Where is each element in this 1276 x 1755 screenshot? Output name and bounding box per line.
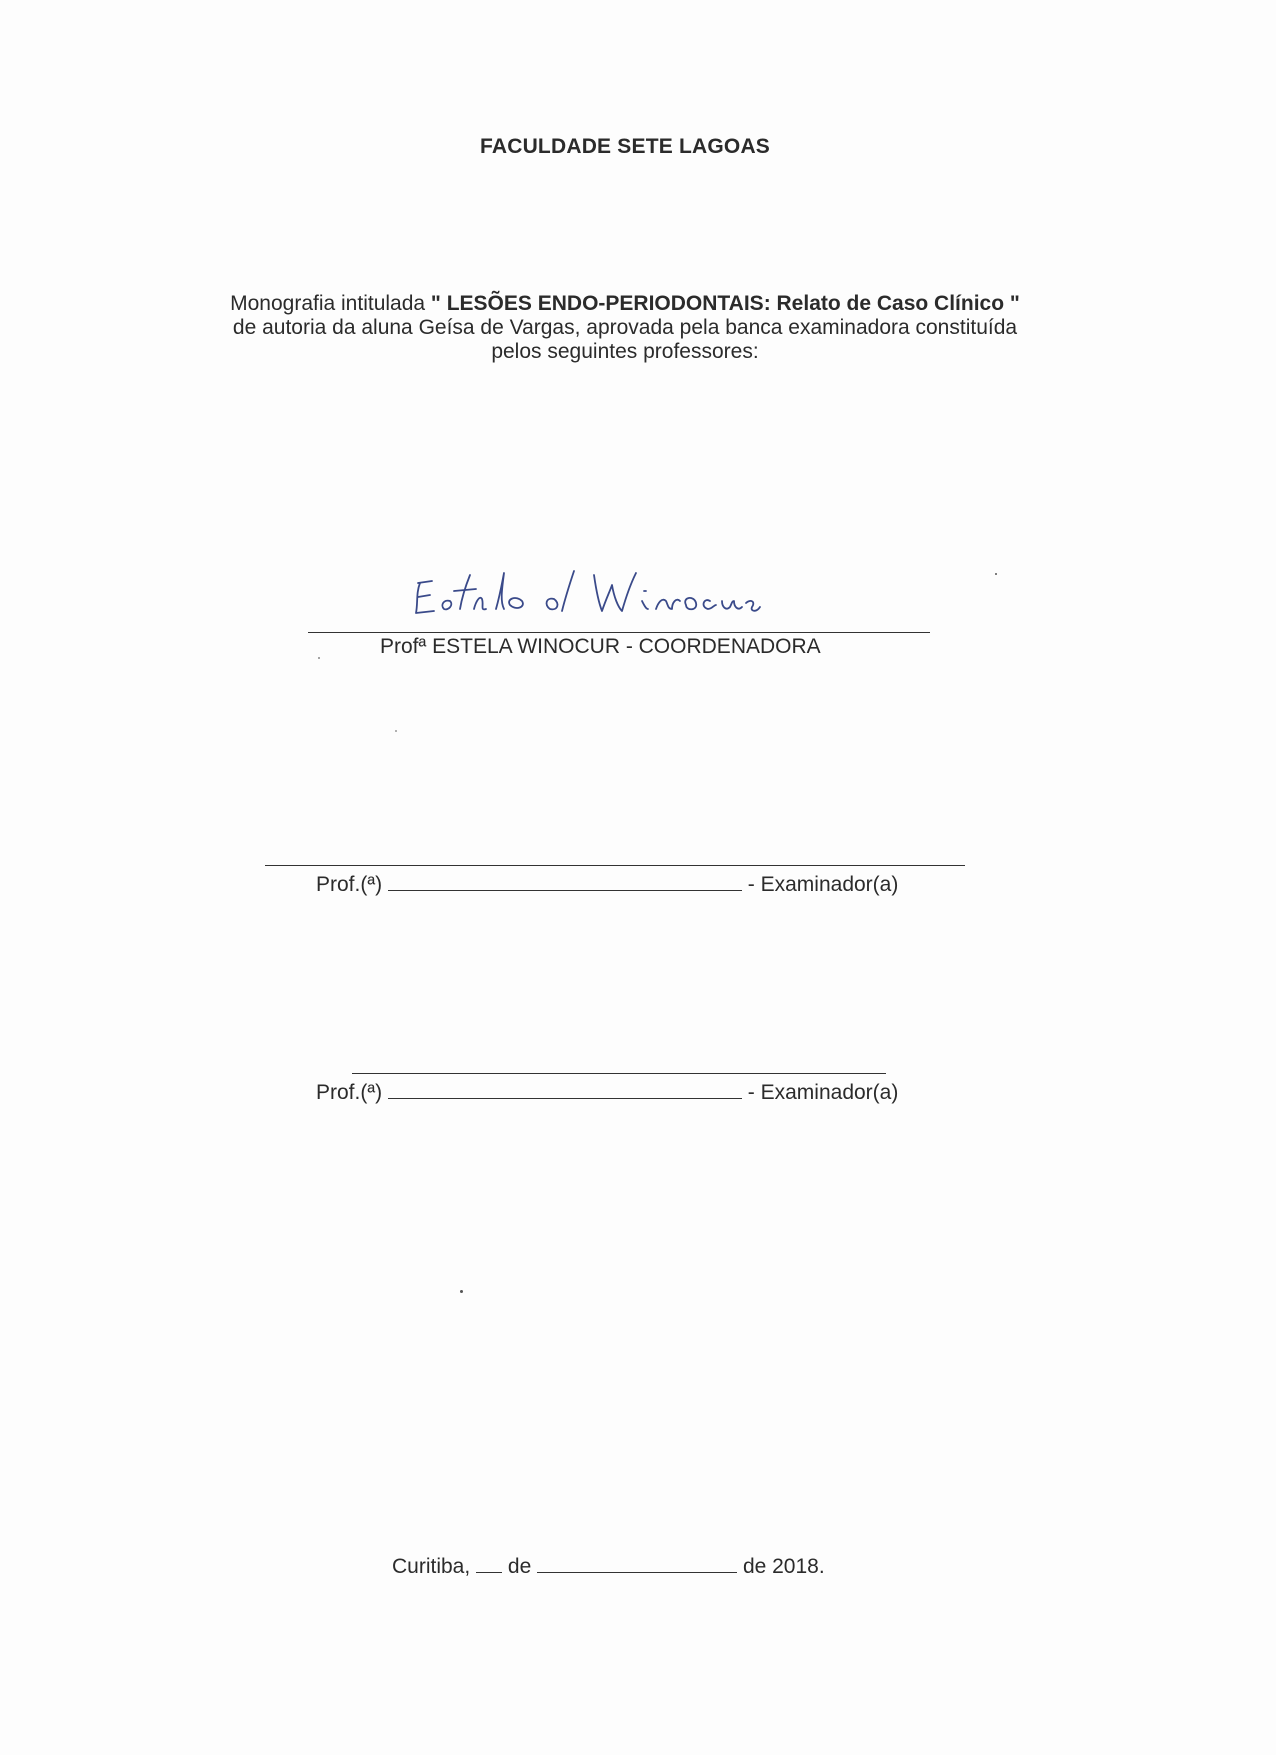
month-blank — [537, 1552, 737, 1573]
approval-statement — [150, 292, 1100, 364]
date-line — [392, 1552, 825, 1579]
coordinator-signature — [410, 565, 810, 640]
scan-speck — [995, 573, 997, 575]
scan-speck — [460, 1290, 463, 1293]
institution-heading: FACULDADE SETE LAGOAS — [479, 135, 771, 158]
examiner-1-signature-line — [265, 865, 965, 866]
approval-line-3: pelos seguintes professores: — [491, 340, 759, 363]
examiner-2-name-blank — [388, 1078, 742, 1099]
coordinator-signature-line — [308, 632, 930, 633]
date-de: de — [507, 1555, 532, 1578]
approval-line-2: de autoria da aluna Geísa de Vargas, aprovada pela banca examinadora constituída — [232, 316, 1018, 339]
monograph-title: " LESÕES ENDO-PERIODONTAIS: Relato de Caso Clínico " — [430, 292, 1020, 315]
examiner-1-prefix: Prof.(ª) — [316, 873, 383, 896]
examiner-2-signature-line — [352, 1073, 886, 1074]
examiner-2-caption — [316, 1078, 898, 1105]
day-blank — [476, 1552, 502, 1573]
approval-prefix: Monografia intitulada — [230, 292, 431, 315]
date-year: de 2018. — [742, 1555, 825, 1578]
coordinator-label: Profª ESTELA WINOCUR - COORDENADORA — [380, 635, 821, 658]
scan-speck — [395, 730, 397, 732]
examiner-1-caption — [316, 870, 898, 897]
examiner-1-suffix: - Examinador(a) — [747, 873, 899, 896]
scan-speck — [318, 657, 320, 659]
date-city: Curitiba, — [392, 1555, 471, 1578]
examiner-2-prefix: Prof.(ª) — [316, 1081, 383, 1104]
examiner-1-name-blank — [388, 870, 742, 891]
approval-line-1 — [150, 292, 1100, 316]
examiner-2-suffix: - Examinador(a) — [747, 1081, 899, 1104]
